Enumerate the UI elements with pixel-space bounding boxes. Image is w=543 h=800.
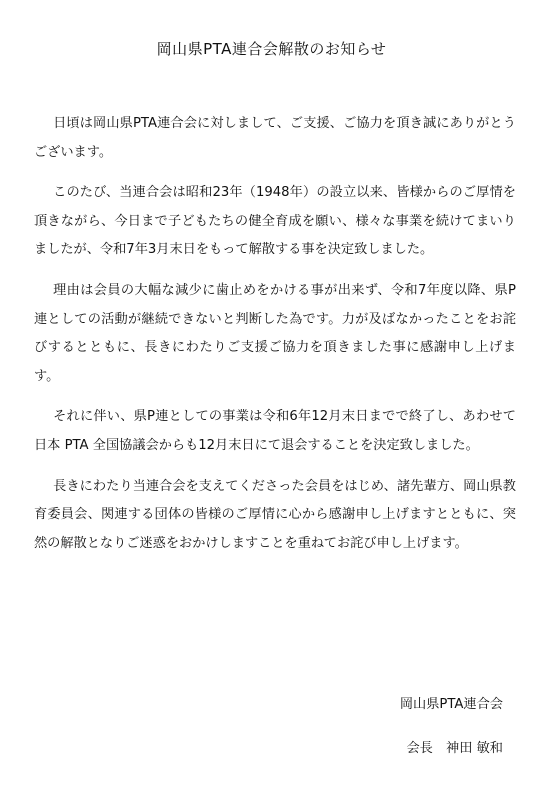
signature-organization: 岡山県PTA連合会 [399, 697, 503, 712]
paragraph-announcement: このたび、当連合会は昭和23年（1948年）の設立以来、皆様からのご厚情を頂きながら、今日まで子どもたちの健全育成を願い、様々な事業を続けてまいりましたが、令和7年3月末日をもって解散する事を決定致しました。 [34, 185, 516, 258]
paragraph-greeting: 日頃は岡山県PTA連合会に対しまして、ご支援、ご協力を頂き誠にありがとうございます。 [34, 116, 516, 160]
paragraph-thanks: 長きにわたり当連合会を支えてくださった会員をはじめ、諸先輩方、岡山県教育委員会、関連する団体の皆様のご厚情に心から感謝申し上げますとともに、突然の解散となりご迷惑をおかけしますことを重ねてお詫び申し上げます。 [34, 478, 516, 551]
document-title: 岡山県PTA連合会解散のお知らせ [156, 40, 387, 58]
signature-president: 会長 神田 敏和 [406, 741, 503, 756]
document-body [34, 110, 516, 570]
paragraph-withdrawal: それに伴い、県P連としての事業は令和6年12月末日までで終了し、あわせて日本 PTA 全国協議会からも12月末日にて退会することを決定致しました。 [34, 409, 516, 453]
paragraph-reason: 理由は会員の大幅な減少に歯止めをかける事が出来ず、令和7年度以降、県P連としての活動が継続できないと判断した為です。力が及ばなかったことをお詫びするとともに、長きにわたりご支援ご協力を頂きました事に感謝申し上げます。 [34, 282, 516, 384]
